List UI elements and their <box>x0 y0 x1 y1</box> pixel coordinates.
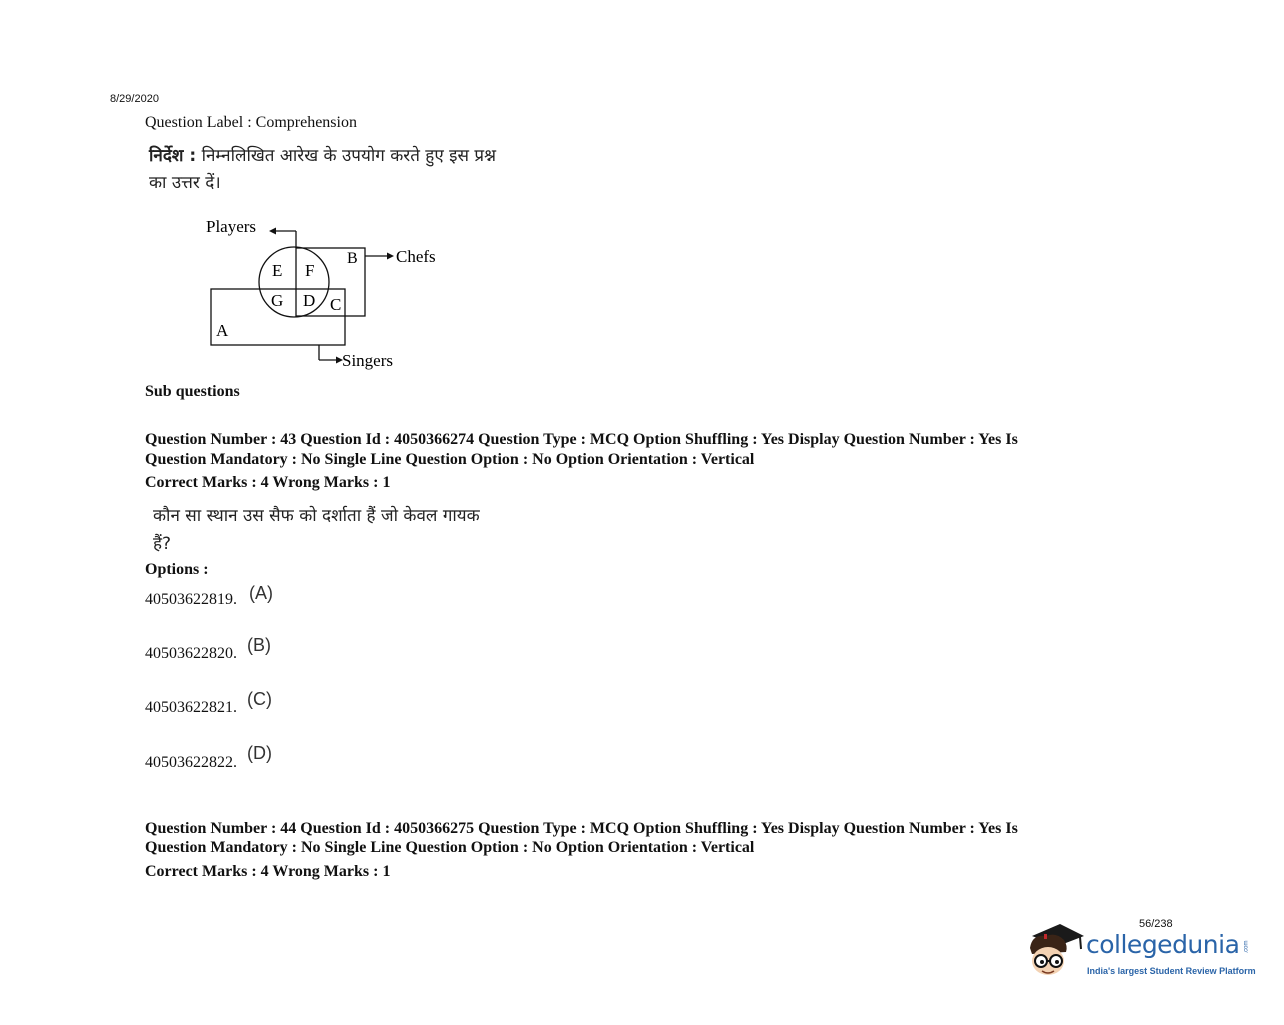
singers-label: Singers <box>342 351 393 370</box>
region-g-label: G <box>271 291 284 310</box>
players-label: Players <box>206 217 257 236</box>
venn-diagram <box>195 205 465 380</box>
q43-options-heading: Options : <box>145 561 209 578</box>
q43-text-line-2: हैं? <box>153 534 172 554</box>
q43-meta-line-1: Question Number : 43 Question Id : 4050366274 Question Type : MCQ Option Shuffling : Yes Display Question Number : Yes Is <box>145 431 1018 448</box>
q43-option-a[interactable] <box>145 583 273 609</box>
mascot-icon <box>1024 918 1086 988</box>
q44-marks: Correct Marks : 4 Wrong Marks : 1 <box>145 863 391 880</box>
q43-option-d[interactable] <box>145 743 272 772</box>
region-b-label: B <box>347 250 358 267</box>
brand-logo-text: collegedunia <box>1086 930 1240 959</box>
question-label: Question Label : Comprehension <box>145 114 357 131</box>
brand-tagline: India's largest Student Review Platform <box>1087 966 1256 976</box>
chefs-label: Chefs <box>396 247 436 266</box>
option-id: 40503622822. <box>145 754 237 771</box>
option-id: 40503622820. <box>145 645 237 662</box>
region-f-label: F <box>305 261 315 280</box>
option-label: (A) <box>249 583 273 603</box>
region-a-label: A <box>216 321 229 340</box>
region-e-label: E <box>272 261 283 280</box>
option-label: (D) <box>247 743 272 763</box>
chefs-arrowhead <box>387 253 394 260</box>
brand-logo-suffix: .com <box>1243 940 1250 954</box>
region-c-label: C <box>330 295 342 314</box>
region-d-label: D <box>303 291 316 310</box>
players-circle <box>259 247 329 317</box>
q44-meta-line-2: Question Mandatory : No Single Line Question Option : No Option Orientation : Vertical <box>145 839 755 856</box>
print-date: 8/29/2020 <box>110 93 159 105</box>
option-id: 40503622819. <box>145 591 237 608</box>
direction-text-1: निम्नलिखित आरेख के उपयोग करते हुए इस प्रश्न <box>201 146 497 166</box>
q43-marks: Correct Marks : 4 Wrong Marks : 1 <box>145 474 391 491</box>
q43-option-b[interactable] <box>145 635 271 663</box>
page-number: 56/238 <box>1139 918 1173 930</box>
players-arrowhead <box>269 228 276 235</box>
q43-text-line-1: कौन सा स्थान उस सैफ को दर्शाता हैं जो केवल गायक <box>153 506 480 526</box>
sub-questions-heading: Sub questions <box>145 383 240 400</box>
direction-line-1 <box>149 143 496 166</box>
q43-meta-line-2: Question Mandatory : No Single Line Question Option : No Option Orientation : Vertical <box>145 451 755 468</box>
option-label: (B) <box>247 635 271 655</box>
q44-meta-line-1: Question Number : 44 Question Id : 4050366275 Question Type : MCQ Option Shuffling : Yes Display Question Number : Yes Is <box>145 820 1018 837</box>
direction-label: निर्देश : <box>149 146 197 166</box>
direction-line-2: का उत्तर दें। <box>149 173 221 193</box>
option-id: 40503622821. <box>145 699 237 716</box>
option-label: (C) <box>247 689 272 709</box>
q43-option-c[interactable] <box>145 689 272 717</box>
